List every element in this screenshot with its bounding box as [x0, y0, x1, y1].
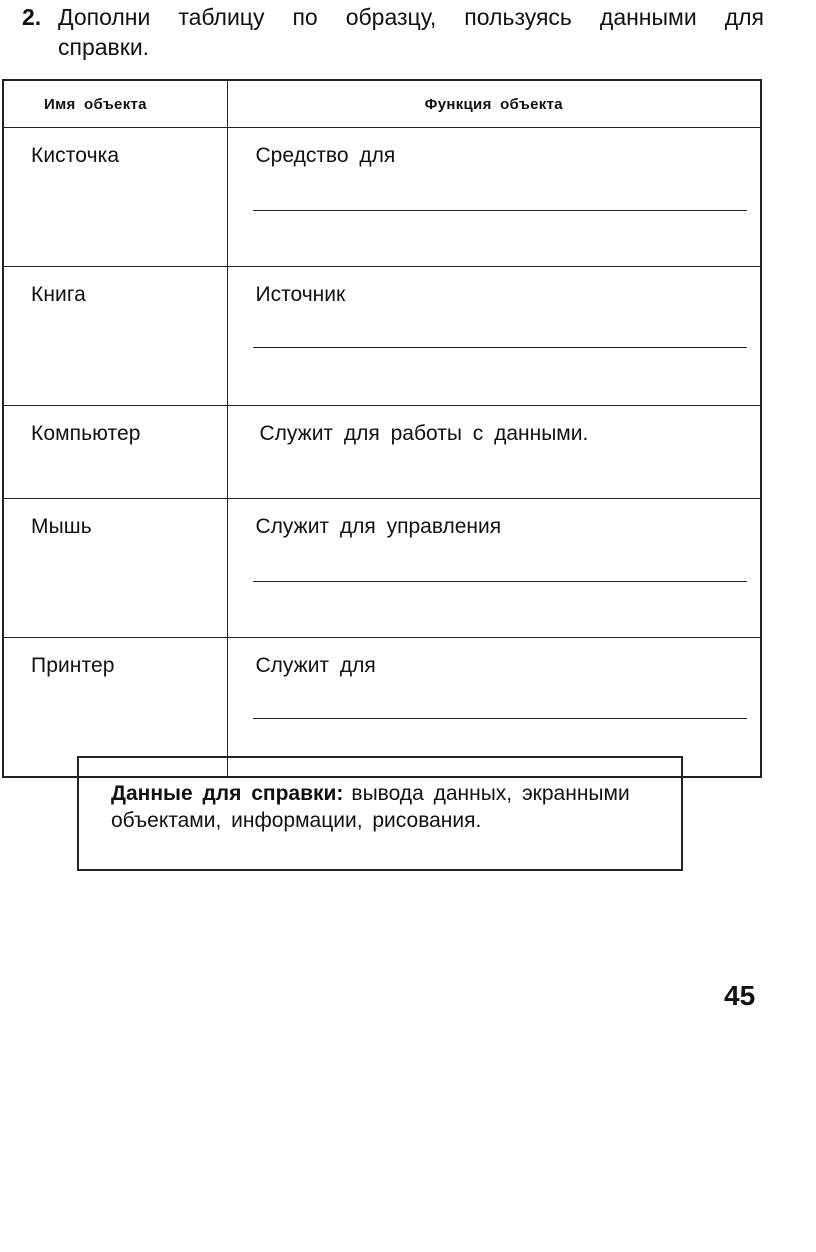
object-function-cell	[227, 406, 761, 499]
answer-line[interactable]	[253, 347, 747, 348]
object-name-computer: Компьютер	[3, 406, 227, 499]
object-function-cell	[227, 128, 761, 267]
reference-words: вывода данных, экранными объектами, информации, рисования.	[111, 782, 630, 832]
objects-table	[2, 79, 762, 778]
header-object-function: Функция объекта	[227, 80, 761, 128]
object-function-printer: Служит для	[255, 654, 376, 677]
object-name-brush: Кисточка	[3, 128, 227, 267]
object-function-book: Источник	[255, 283, 346, 306]
table-row	[3, 128, 761, 267]
answer-line[interactable]	[253, 210, 747, 211]
reference-box	[77, 756, 683, 871]
page-number: 45	[724, 980, 756, 1011]
object-function-mouse: Служит для управления	[255, 515, 502, 538]
object-function-cell	[227, 267, 761, 406]
object-function-brush: Средство для	[255, 144, 396, 167]
reference-content	[111, 780, 651, 834]
object-name-printer: Принтер	[3, 638, 227, 778]
table-header-row	[3, 80, 761, 128]
object-function-cell	[227, 499, 761, 638]
reference-label: Данные для справки:	[111, 782, 344, 805]
answer-line[interactable]	[253, 581, 747, 582]
task-number: 2.	[22, 4, 42, 30]
answer-line[interactable]	[253, 718, 747, 719]
table-row	[3, 406, 761, 499]
table-row	[3, 499, 761, 638]
task-instruction: Дополни таблицу по образцу, пользуясь данными для справки.	[58, 4, 764, 60]
table-row	[3, 267, 761, 406]
header-object-name: Имя объекта	[3, 80, 227, 128]
object-name-book: Книга	[3, 267, 227, 406]
object-function-computer: Служит для работы с данными.	[259, 422, 589, 445]
object-name-mouse: Мышь	[3, 499, 227, 638]
task-heading	[22, 2, 764, 62]
